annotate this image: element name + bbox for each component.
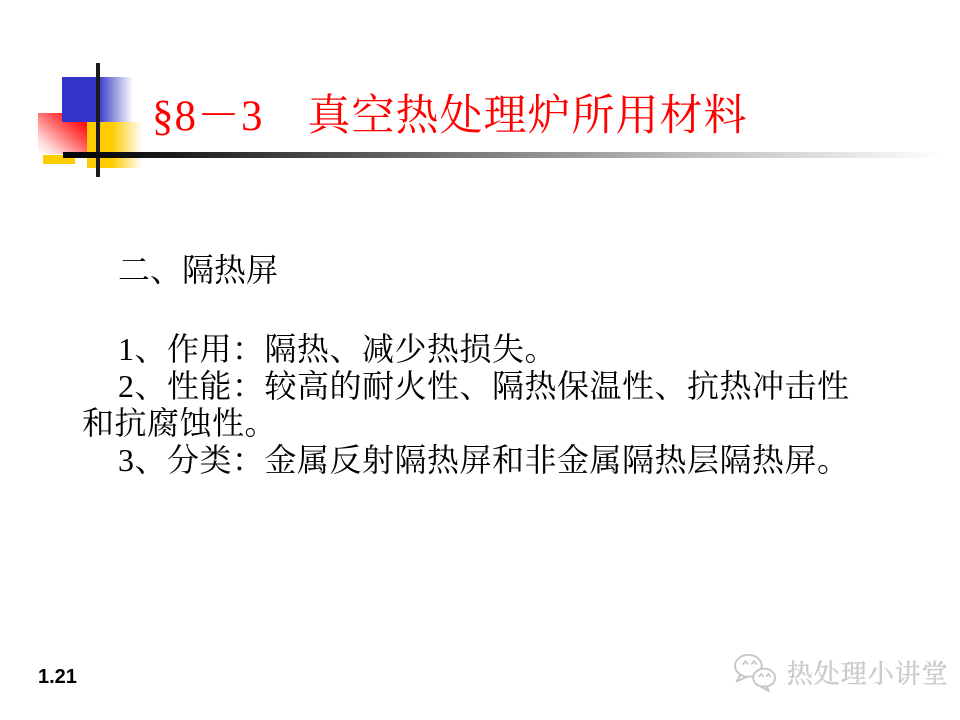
body-line-3: 3、分类：金属反射隔热屏和非金属隔热层隔热屏。 — [118, 442, 850, 478]
body-line-2: 2、性能：较高的耐火性、隔热保温性、抗热冲击性 — [118, 368, 850, 404]
title-underline-rule — [63, 152, 945, 158]
watermark — [732, 652, 949, 692]
decor-vertical-line — [96, 63, 100, 177]
section-heading: 二、隔热屏 — [118, 252, 279, 288]
body-line-2-continuation: 和抗腐蚀性。 — [82, 405, 278, 441]
body-text-block — [82, 331, 942, 479]
page-number: 1.21 — [38, 666, 77, 688]
slide-title: §8－3 真空热处理炉所用材料 — [152, 93, 748, 140]
body-line-1: 1、作用：隔热、减少热损失。 — [118, 331, 558, 367]
wechat-icon — [732, 652, 780, 692]
watermark-label: 热处理小讲堂 — [787, 659, 950, 689]
